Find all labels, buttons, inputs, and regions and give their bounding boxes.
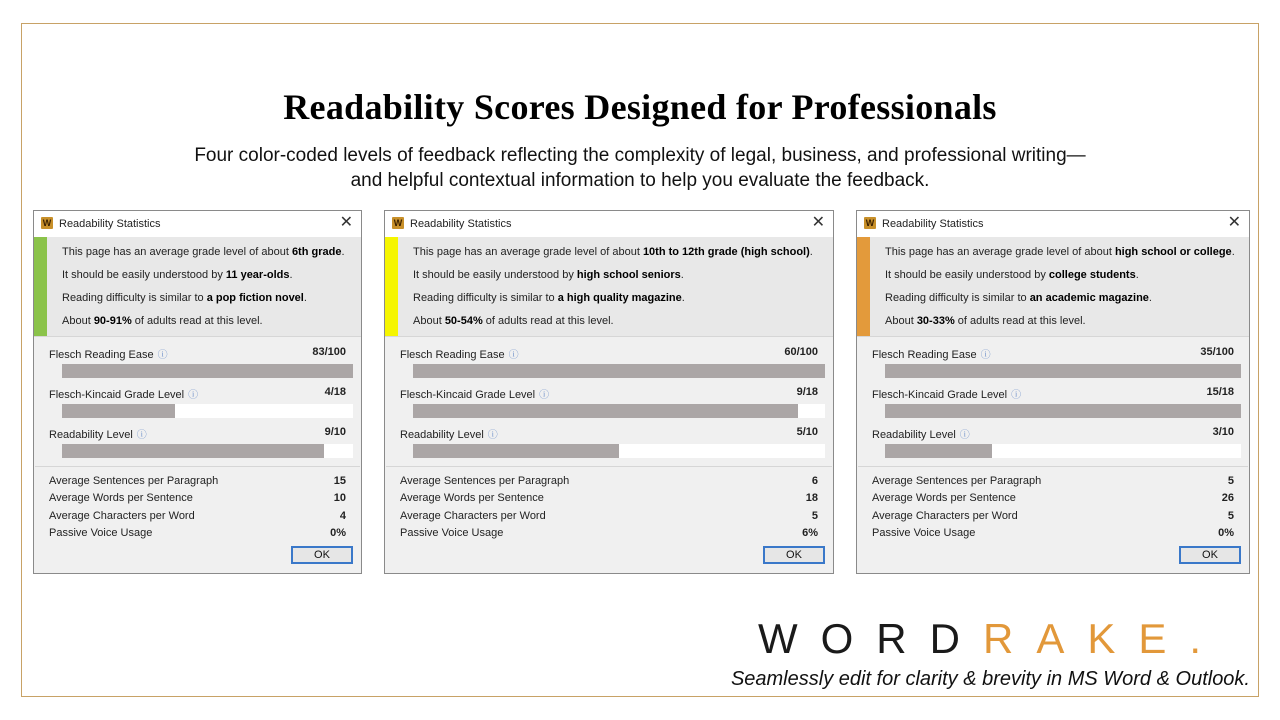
metric-value: 9/18 [796, 386, 818, 398]
summary-highlight: 10th to 12th grade (high school) [642, 246, 810, 258]
summary-text-end: . [303, 292, 307, 304]
score-bar-track [62, 364, 353, 378]
summary-line [62, 269, 293, 281]
summary-text: It should be easily understood by [413, 269, 577, 281]
stat-label: Passive Voice Usage [872, 527, 976, 539]
readability-dialog [33, 210, 362, 574]
score-bar-fill [885, 444, 992, 458]
metric-label [872, 426, 970, 441]
score-bar-fill [413, 364, 825, 378]
readability-dialog [856, 210, 1250, 574]
dialog-title-bar[interactable] [385, 211, 833, 237]
ok-button[interactable]: OK [763, 546, 825, 564]
metric-value: 60/100 [784, 346, 818, 358]
stat-value: 15 [333, 475, 346, 487]
metric-value: 9/10 [324, 426, 346, 438]
summary-line [413, 315, 614, 327]
stat-label: Average Words per Sentence [400, 492, 544, 504]
stat-value: 26 [1221, 492, 1234, 504]
info-icon[interactable]: ⓘ [487, 430, 498, 441]
tagline: Seamlessly edit for clarity & brevity in MS Word & Outlook. [730, 668, 1250, 690]
summary-text: Reading difficulty is similar to [413, 292, 558, 304]
metric-value: 3/10 [1212, 426, 1234, 438]
summary-text: About [413, 315, 445, 327]
divider [858, 466, 1248, 467]
score-bar-track [62, 444, 353, 458]
metric-name: Flesch-Kincaid Grade Level [49, 389, 185, 401]
stat-value: 6% [802, 527, 818, 539]
stat-label: Passive Voice Usage [400, 527, 504, 539]
subtitle-line-2: and helpful contextual information to help you evaluate the feedback. [350, 170, 930, 191]
metric-name: Readability Level [872, 429, 956, 441]
wordrake-app-icon [41, 217, 53, 229]
metric-value: 35/100 [1200, 346, 1234, 358]
level-color-bar [857, 237, 870, 336]
summary-text-end: . [289, 269, 293, 281]
metric-name: Flesch Reading Ease [400, 349, 505, 361]
dialog-title: Readability Statistics [882, 218, 984, 230]
score-bar-fill [413, 404, 798, 418]
score-bar-fill [62, 404, 175, 418]
summary-highlight: 11 year-olds [225, 269, 290, 281]
stat-label: Average Words per Sentence [49, 492, 193, 504]
close-icon[interactable]: ✕ [811, 214, 825, 231]
metric-label [400, 386, 549, 401]
summary-highlight: college students [1048, 269, 1136, 281]
logo-word: WORD [758, 615, 983, 662]
summary-line [885, 292, 1152, 304]
stat-label: Passive Voice Usage [49, 527, 153, 539]
stat-value: 5 [811, 510, 818, 522]
wordrake-logo [748, 617, 1240, 662]
summary-line [885, 246, 1235, 258]
page-subtitle [0, 143, 1280, 193]
divider [386, 466, 832, 467]
stat-label: Average Sentences per Paragraph [49, 475, 219, 487]
close-icon[interactable]: ✕ [339, 214, 353, 231]
dialog-title-bar[interactable] [34, 211, 361, 237]
metric-name: Readability Level [400, 429, 484, 441]
grade-summary [857, 237, 1249, 337]
summary-text: Reading difficulty is similar to [885, 292, 1030, 304]
subtitle-line-1: Four color-coded levels of feedback reflecting the complexity of legal, business, and professional writing— [194, 145, 1086, 166]
info-icon[interactable]: ⓘ [188, 390, 199, 401]
summary-line [62, 292, 307, 304]
summary-text-end: . [809, 246, 813, 258]
stat-value: 5 [1227, 510, 1234, 522]
info-icon[interactable]: ⓘ [508, 350, 519, 361]
summary-highlight: 50-54% [444, 315, 483, 327]
summary-text: It should be easily understood by [62, 269, 226, 281]
logo-dot: . [1189, 615, 1202, 662]
summary-line [885, 315, 1086, 327]
summary-highlight: high school seniors [576, 269, 681, 281]
summary-highlight: a high quality magazine [557, 292, 682, 304]
summary-text-end: . [1135, 269, 1139, 281]
stat-label: Average Characters per Word [872, 510, 1018, 522]
summary-line [413, 292, 685, 304]
metric-value: 4/18 [324, 386, 346, 398]
stat-value: 4 [339, 510, 346, 522]
score-bar-fill [885, 404, 1241, 418]
readability-dialog [384, 210, 834, 574]
stat-label: Average Sentences per Paragraph [400, 475, 570, 487]
metric-label [400, 426, 498, 441]
metric-name: Flesch-Kincaid Grade Level [872, 389, 1008, 401]
score-bar-track [885, 444, 1241, 458]
summary-highlight: an academic magazine [1029, 292, 1149, 304]
logo-wordmark [758, 615, 1201, 663]
score-bar-track [62, 404, 353, 418]
metric-label [49, 346, 168, 361]
summary-text: This page has an average grade level of about [885, 246, 1115, 258]
info-icon[interactable]: ⓘ [1011, 390, 1022, 401]
grade-summary [385, 237, 833, 337]
info-icon[interactable]: ⓘ [136, 430, 147, 441]
stat-value: 10 [333, 492, 346, 504]
ok-button[interactable]: OK [291, 546, 353, 564]
divider [35, 466, 360, 467]
stat-label: Average Sentences per Paragraph [872, 475, 1042, 487]
score-bar-track [413, 364, 825, 378]
metric-name: Readability Level [49, 429, 133, 441]
metric-label [872, 346, 991, 361]
summary-text-end: . [341, 246, 345, 258]
metric-label [400, 346, 519, 361]
summary-text-end: . [1148, 292, 1152, 304]
score-bar-fill [885, 364, 1241, 378]
summary-line [413, 269, 684, 281]
metric-value: 5/10 [796, 426, 818, 438]
summary-line [413, 246, 813, 258]
stat-label: Average Words per Sentence [872, 492, 1016, 504]
score-bar-fill [62, 364, 353, 378]
score-bar-track [413, 404, 825, 418]
page-title: Readability Scores Designed for Professionals [283, 87, 997, 127]
summary-text: This page has an average grade level of about [413, 246, 643, 258]
summary-line [62, 246, 345, 258]
metric-label [49, 426, 147, 441]
stat-value: 6 [811, 475, 818, 487]
summary-highlight: 30-33% [916, 315, 955, 327]
metric-name: Flesch-Kincaid Grade Level [400, 389, 536, 401]
summary-line [885, 269, 1139, 281]
close-icon[interactable]: ✕ [1227, 214, 1241, 231]
stat-value: 18 [805, 492, 818, 504]
summary-line [62, 315, 263, 327]
summary-text: Reading difficulty is similar to [62, 292, 207, 304]
summary-highlight: 90-91% [93, 315, 132, 327]
summary-text-end: . [1231, 246, 1235, 258]
summary-text-end: . [681, 292, 685, 304]
summary-text: About [885, 315, 917, 327]
level-color-bar [34, 237, 47, 336]
summary-text: About [62, 315, 94, 327]
stat-value: 0% [1218, 527, 1234, 539]
score-bar-track [413, 444, 825, 458]
summary-highlight: high school or college [1114, 246, 1232, 258]
stat-label: Average Characters per Word [400, 510, 546, 522]
metric-name: Flesch Reading Ease [872, 349, 977, 361]
stat-label: Average Characters per Word [49, 510, 195, 522]
level-color-bar [385, 237, 398, 336]
wordrake-app-icon [864, 217, 876, 229]
score-bar-track [885, 364, 1241, 378]
summary-text-end: . [680, 269, 684, 281]
stat-value: 0% [330, 527, 346, 539]
summary-text: This page has an average grade level of about [62, 246, 292, 258]
metric-value: 83/100 [312, 346, 346, 358]
info-icon[interactable]: ⓘ [157, 350, 168, 361]
dialog-title: Readability Statistics [59, 218, 161, 230]
info-icon[interactable]: ⓘ [539, 390, 550, 401]
score-bar-track [885, 404, 1241, 418]
dialog-title-bar[interactable] [857, 211, 1249, 237]
summary-text: It should be easily understood by [885, 269, 1049, 281]
summary-text-end: of adults read at this level. [954, 315, 1086, 327]
summary-text-end: of adults read at this level. [482, 315, 614, 327]
score-bar-fill [413, 444, 619, 458]
summary-highlight: a pop fiction novel [206, 292, 304, 304]
grade-summary [34, 237, 361, 337]
wordrake-app-icon [392, 217, 404, 229]
metric-label [872, 386, 1021, 401]
metric-name: Flesch Reading Ease [49, 349, 154, 361]
info-icon[interactable]: ⓘ [980, 350, 991, 361]
score-bar-fill [62, 444, 324, 458]
stat-value: 5 [1227, 475, 1234, 487]
info-icon[interactable]: ⓘ [959, 430, 970, 441]
ok-button[interactable]: OK [1179, 546, 1241, 564]
dialog-title: Readability Statistics [410, 218, 512, 230]
metric-label [49, 386, 198, 401]
summary-highlight: 6th grade [291, 246, 342, 258]
logo-rake: RAKE [982, 615, 1190, 662]
summary-text-end: of adults read at this level. [131, 315, 263, 327]
metric-value: 15/18 [1206, 386, 1234, 398]
